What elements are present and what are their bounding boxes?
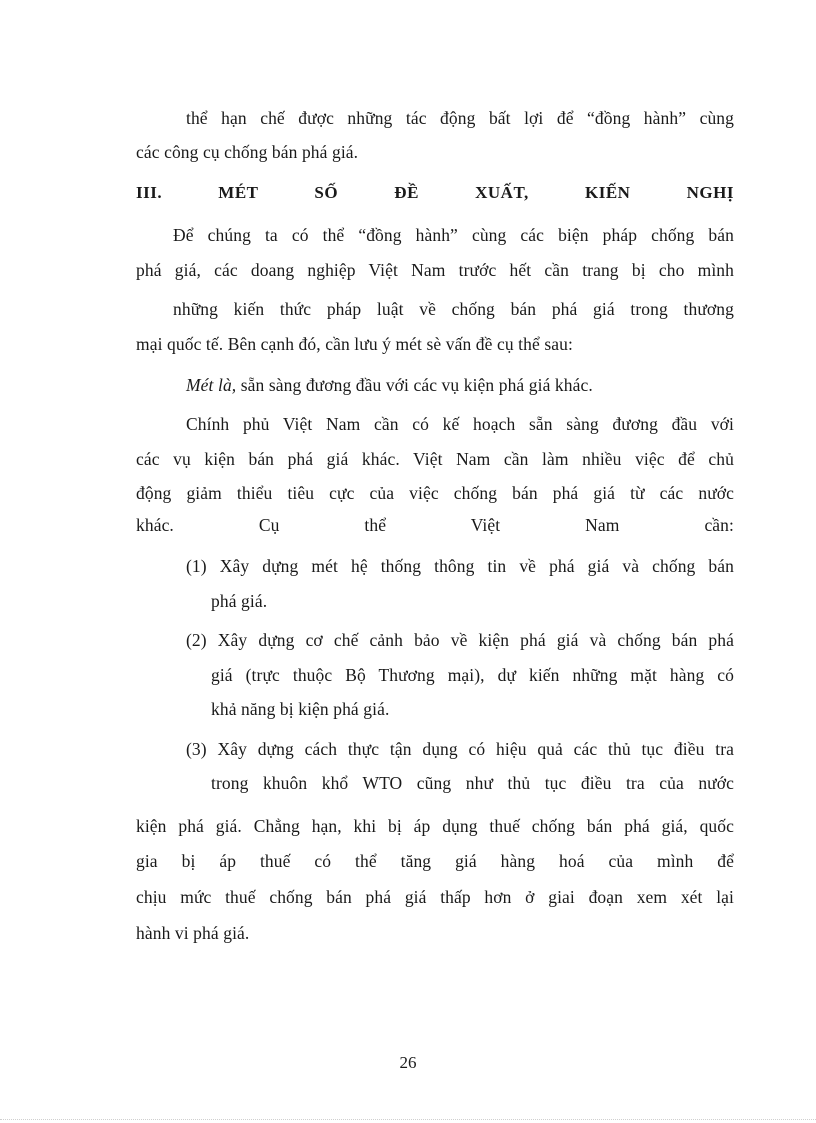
paragraph-line: động giảm thiểu tiêu cực của việc chống bán phá giá từ các nước (136, 483, 734, 503)
paragraph-line: khác. Cụ thể Việt Nam cần: (136, 515, 734, 535)
section-heading: III. MÉT SỐ ĐỀ XUẤT, KIẾN NGHỊ (136, 183, 734, 202)
paragraph-line: hành vi phá giá. (136, 923, 250, 943)
paragraph-line: các vụ kiện bán phá giá khác. Việt Nam cần làm nhiều việc để chủ (136, 449, 734, 469)
list-item-2-cont: giá (trực thuộc Bộ Thương mại), dự kiến những mặt hàng có (211, 665, 734, 685)
list-item-3-cont: trong khuôn khổ WTO cũng như thủ tục điều tra của nước (211, 773, 734, 793)
paragraph-line: các công cụ chống bán phá giá. (136, 142, 359, 162)
italic-lead-rest: sẵn sàng đương đầu với các vụ kiện phá giá khác. (240, 375, 593, 395)
paragraph-line: chịu mức thuế chống bán phá giá thấp hơn ở giai đoạn xem xét lại (136, 887, 734, 907)
paragraph-line: kiện phá giá. Chẳng hạn, khi bị áp dụng thuế chống bán phá giá, quốc (136, 816, 734, 836)
paragraph-line: phá giá, các doang nghiệp Việt Nam trước hết cần trang bị cho mình (136, 260, 734, 280)
list-item-2-cont: khả năng bị kiện phá giá. (211, 699, 390, 719)
page-number: 26 (399, 1053, 417, 1072)
page-edge-divider (0, 1119, 816, 1120)
list-item-1: (1) Xây dựng mét hệ thống thông tin về phá giá và chống bán (186, 556, 734, 576)
paragraph-line: thể hạn chế được những tác động bất lợi để “đồng hành” cùng (186, 108, 734, 128)
list-item-1-cont: phá giá. (211, 591, 268, 611)
paragraph-line: mại quốc tế. Bên cạnh đó, cần lưu ý mét sè vấn đề cụ thể sau: (136, 334, 573, 354)
paragraph-line (186, 374, 593, 396)
paragraph-line: gia bị áp thuế có thể tăng giá hàng hoá của mình để (136, 851, 734, 871)
paragraph-line: Để chúng ta có thể “đồng hành” cùng các biện pháp chống bán (173, 225, 734, 245)
italic-lead: Mét là, (186, 375, 237, 395)
paragraph-line: những kiến thức pháp luật về chống bán phá giá trong thương (173, 299, 734, 319)
list-item-3: (3) Xây dựng cách thực tận dụng có hiệu quả các thủ tục điều tra (186, 739, 734, 759)
paragraph-line: Chính phủ Việt Nam cần có kế hoạch sẵn sàng đương đầu với (186, 414, 734, 434)
list-item-2: (2) Xây dựng cơ chế cảnh bảo về kiện phá giá và chống bán phá (186, 630, 734, 650)
